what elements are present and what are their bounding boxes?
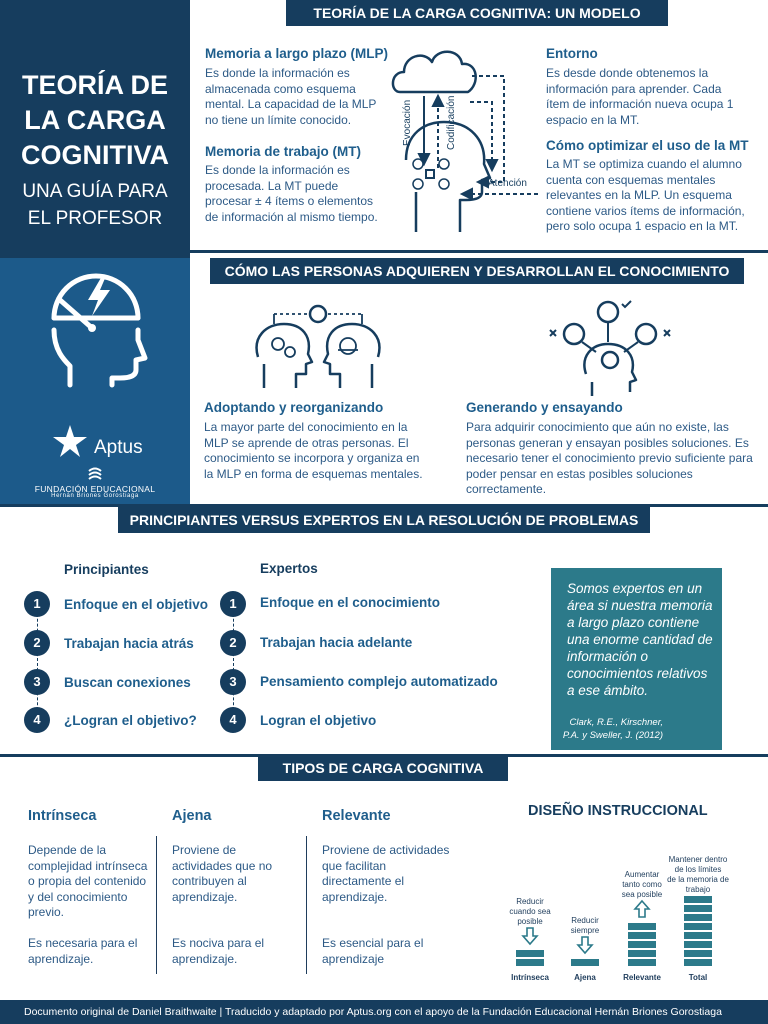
title-line: TEORÍA DE: [21, 70, 168, 100]
entorno-text: Es desde donde obtenemos la información para aprender. Cada ítem de información nueva ocupa 1 espacio en la MT.: [546, 66, 734, 127]
bar-segment: [571, 959, 599, 966]
main-title: [0, 68, 190, 173]
adopting-text: La mayor parte del conocimiento en la MLP se aprende de otras personas. El conocimiento se incorpora y organiza en la MLP en forma de esquemas mentales.: [204, 420, 423, 481]
quote-citation: Clark, R.E., Kirschner, P.A. y Sweller, J. (2012): [562, 717, 663, 741]
bar-segment: [628, 959, 656, 966]
germane-text: Proviene de actividades que facilitan directamente el aprendizaje.: [322, 843, 450, 904]
experts-connector: [233, 604, 234, 720]
mlp-text: Es donde la información es almacenada como esquema mental. La capacidad de la MLP no tiene un límite conocido.: [205, 66, 377, 127]
bar-segment: [628, 941, 656, 948]
novices-connector: [37, 604, 38, 720]
step-number: 4: [220, 707, 246, 733]
bar-note: cuando sea: [509, 907, 551, 916]
bar-note: Aumentar: [624, 870, 660, 879]
arrow-down-icon: [523, 928, 537, 944]
mt-title: Memoria de trabajo (MT): [205, 144, 362, 159]
bar-note: de los límites: [674, 865, 722, 874]
codification-label: Codificación: [446, 95, 457, 150]
title-line: LA CARGA: [24, 105, 166, 135]
extraneous-text: Proviene de actividades que no contribuyen al aprendizaje.: [172, 843, 273, 904]
bar-label: Relevante: [623, 973, 661, 982]
attention-label: Atención: [488, 178, 527, 189]
novice-item: Trabajan hacia atrás: [64, 636, 194, 651]
subtitle-line: EL PROFESOR: [27, 208, 163, 229]
bar-note: Reducir: [516, 897, 544, 906]
foundation-subname: Hernán Briones Gorostiaga: [51, 493, 139, 499]
step-number: 3: [220, 669, 246, 695]
bar-label: Total: [688, 973, 708, 982]
step-number: 1: [220, 591, 246, 617]
bar-segment: [684, 905, 712, 912]
expert-item: Pensamiento complejo automatizado: [260, 674, 498, 689]
intrinsic-text: Depende de la complejidad intrínseca o propia del contenido y del conocimiento previo.: [28, 843, 148, 919]
memory-model-diagram: [388, 42, 538, 238]
novice-item: Buscan conexiones: [64, 675, 191, 690]
bar-note: Mantener dentro: [668, 855, 728, 864]
step-number: 3: [24, 669, 50, 695]
acquire-banner: CÓMO LAS PERSONAS ADQUIEREN Y DESARROLLAN EL CONOCIMIENTO: [210, 258, 744, 284]
types-banner: TIPOS DE CARGA COGNITIVA: [258, 755, 508, 781]
expert-item: Logran el objetivo: [260, 713, 377, 728]
brand-name: Aptus: [94, 437, 143, 458]
foundation-logo-icon: [86, 467, 104, 483]
intrinsic-note: Es necesaria para el aprendizaje.: [28, 936, 138, 966]
design-title: DISEÑO INSTRUCCIONAL: [528, 803, 708, 819]
generating-title: Generando y ensayando: [466, 400, 623, 415]
bar-segment: [628, 950, 656, 957]
bar-segment: [516, 950, 544, 957]
subtitle-line: UNA GUÍA PARA: [22, 181, 168, 202]
design-chart: [500, 826, 730, 988]
experts-title: Expertos: [260, 561, 318, 576]
bar-segment: [684, 941, 712, 948]
evocation-label: Evocación: [402, 99, 413, 146]
bar-note: Reducir: [571, 916, 599, 925]
mlp-title: Memoria a largo plazo (MLP): [205, 46, 389, 61]
novices-title: Principiantes: [64, 562, 149, 577]
bar-note: siempre: [570, 926, 600, 935]
gears-icon: [413, 159, 449, 189]
arrow-down-icon: [578, 937, 592, 953]
bar-segment: [684, 923, 712, 930]
model-banner: TEORÍA DE LA CARGA COGNITIVA: UN MODELO: [286, 0, 668, 26]
bar-segment: [684, 896, 712, 903]
extraneous-title: Ajena: [172, 808, 212, 824]
generating-text: Para adquirir conocimiento que aún no existe, las personas generan y ensayan posibles soluciones. Es necesario tener el conocimiento previo suficiente para poder pensar en estas posibles soluciones correctamente.: [466, 420, 753, 496]
germane-title: Relevante: [322, 808, 391, 824]
bar-label: Intrínseca: [511, 973, 549, 982]
germane-note: Es esencial para el aprendizaje: [322, 936, 424, 966]
expert-item: Trabajan hacia adelante: [260, 635, 413, 650]
subtitle: [0, 178, 190, 232]
title-line: COGNITIVA: [21, 140, 169, 170]
bar-note: de la memoria de: [667, 875, 729, 884]
aptus-star-icon: [52, 423, 88, 459]
column-separator: [156, 836, 157, 974]
bar-segment: [684, 914, 712, 921]
generating-ideas-icon: [546, 296, 676, 396]
bar-segment: [516, 959, 544, 966]
divider: [190, 250, 768, 253]
intrinsic-title: Intrínseca: [28, 808, 97, 824]
adopting-title: Adoptando y reorganizando: [204, 400, 384, 415]
footer: Documento original de Daniel Braithwaite | Traducido y adaptado por Aptus.org con el apoyo de la Fundación Educacional Hernán Briones Gorostiaga: [0, 1000, 768, 1024]
bar-note: posible: [517, 917, 543, 926]
experts-banner: PRINCIPIANTES VERSUS EXPERTOS EN LA RESOLUCIÓN DE PROBLEMAS: [118, 507, 650, 533]
optimize-text: La MT se optimiza cuando el alumno cuenta con esquemas mentales relevantes en la MLP. Un esquema contiene varios ítems de información, pero solo ocupa 1 espacio en la MT.: [546, 157, 745, 233]
novice-item: ¿Logran el objetivo?: [64, 713, 197, 728]
bar-segment: [628, 932, 656, 939]
bar-note: sea posible: [621, 890, 663, 899]
step-number: 1: [24, 591, 50, 617]
cloud-icon: [393, 52, 476, 92]
optimize-title: Cómo optimizar el uso de la MT: [546, 138, 749, 153]
bar-segment: [684, 959, 712, 966]
bar-segment: [684, 932, 712, 939]
bar-segment: [684, 950, 712, 957]
bar-note: trabajo: [685, 885, 711, 894]
expert-item: Enfoque en el conocimiento: [260, 595, 441, 610]
arrow-up-icon: [635, 901, 649, 917]
step-number: 4: [24, 707, 50, 733]
bar-label: Ajena: [574, 973, 596, 982]
foundation-name: FUNDACIÓN EDUCACIONAL: [34, 484, 156, 494]
extraneous-note: Es nociva para el aprendizaje.: [172, 936, 265, 966]
column-separator: [306, 836, 307, 974]
head-lightning-icon: [40, 270, 150, 390]
two-heads-exchange-icon: [248, 302, 388, 392]
mt-text: Es donde la información es procesada. La MT puede procesar ± 4 ítems o elementos de información al mismo tiempo.: [205, 163, 378, 224]
step-number: 2: [24, 630, 50, 656]
novice-item: Enfoque en el objetivo: [64, 597, 209, 612]
quote-text: Somos expertos en un área si nuestra memoria a largo plazo contiene una enorme cantidad de información o conocimientos relativos a ese ámbito.: [567, 581, 713, 698]
step-number: 2: [220, 630, 246, 656]
bar-segment: [628, 923, 656, 930]
entorno-title: Entorno: [546, 46, 598, 61]
bar-note: tanto como: [622, 880, 662, 889]
